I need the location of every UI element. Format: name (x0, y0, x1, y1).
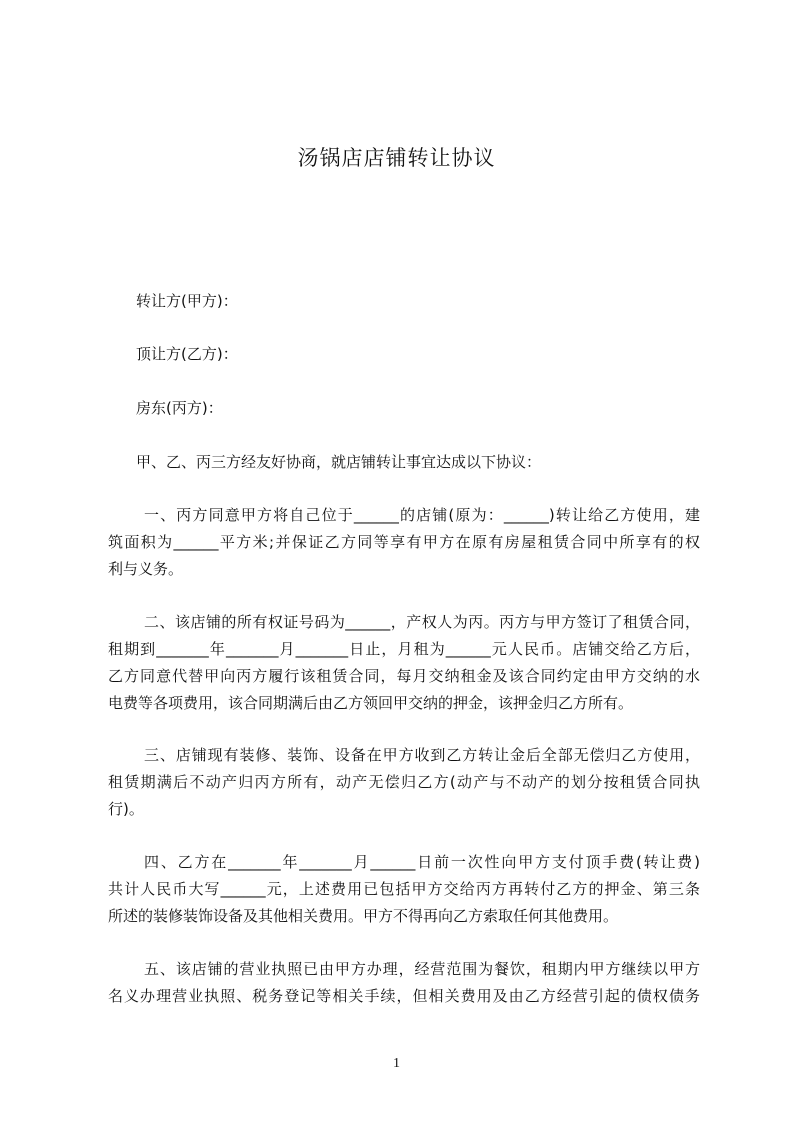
clause-line: 电费等各项费用，该合同期满后由乙方领回甲交纳的押金，该押金归乙方所有。 (108, 694, 634, 712)
clause-line: 所述的装修装饰设备及其他相关费用。甲方不得再向乙方索取任何其他费用。 (108, 907, 619, 925)
intro-paragraph: 甲、乙、丙三方经友好协商，就店铺转让事宜达成以下协议： (136, 453, 542, 471)
clause-line: 三、店铺现有装修、装饰、设备在甲方收到乙方转让金后全部无偿归乙方使用， (144, 746, 700, 764)
clause-line: 行)。 (108, 800, 144, 818)
clause-line: 四、乙方在_______年_______月______日前一次性向甲方支付顶手费(转让费) (144, 853, 700, 871)
clause-line: 五、该店铺的营业执照已由甲方办理，经营范围为餐饮，租期内甲方继续以甲方 (144, 960, 700, 978)
party-landlord: 房东(丙方)： (136, 399, 223, 417)
clause-line: 租期到_______年_______月_______日止，月租为______元人民币。店铺交给乙方后， (108, 640, 700, 658)
clause-line: 二、该店铺的所有权证号码为______，产权人为丙。丙方与甲方签订了租赁合同， (144, 613, 700, 631)
clause-line: 租赁期满后不动产归丙方所有，动产无偿归乙方(动产与不动产的划分按租赁合同执 (108, 773, 700, 791)
document-title: 汤锅店店铺转让协议 (297, 146, 496, 170)
clause-line: 名义办理营业执照、税务登记等相关手续，但相关费用及由乙方经营引起的债权债务 (108, 987, 700, 1005)
clause-line: 乙方同意代替甲向丙方履行该租赁合同，每月交纳租金及该合同约定由甲方交纳的水 (108, 667, 700, 685)
party-transferor: 转让方(甲方)： (136, 292, 238, 310)
page-number: 1 (393, 1056, 400, 1071)
party-transferee: 顶让方(乙方)： (136, 345, 238, 363)
clause-line: 一、丙方同意甲方将自己位于______的店铺(原为：______)转让给乙方使用，建 (144, 506, 700, 524)
clause-line: 利与义务。 (108, 560, 184, 578)
clause-line: 筑面积为______平方米;并保证乙方同等享有甲方在原有房屋租赁合同中所享有的权 (108, 533, 700, 551)
clause-line: 共计人民币大写______元，上述费用已包括甲方交给丙方再转付乙方的押金、第三条 (108, 880, 700, 898)
